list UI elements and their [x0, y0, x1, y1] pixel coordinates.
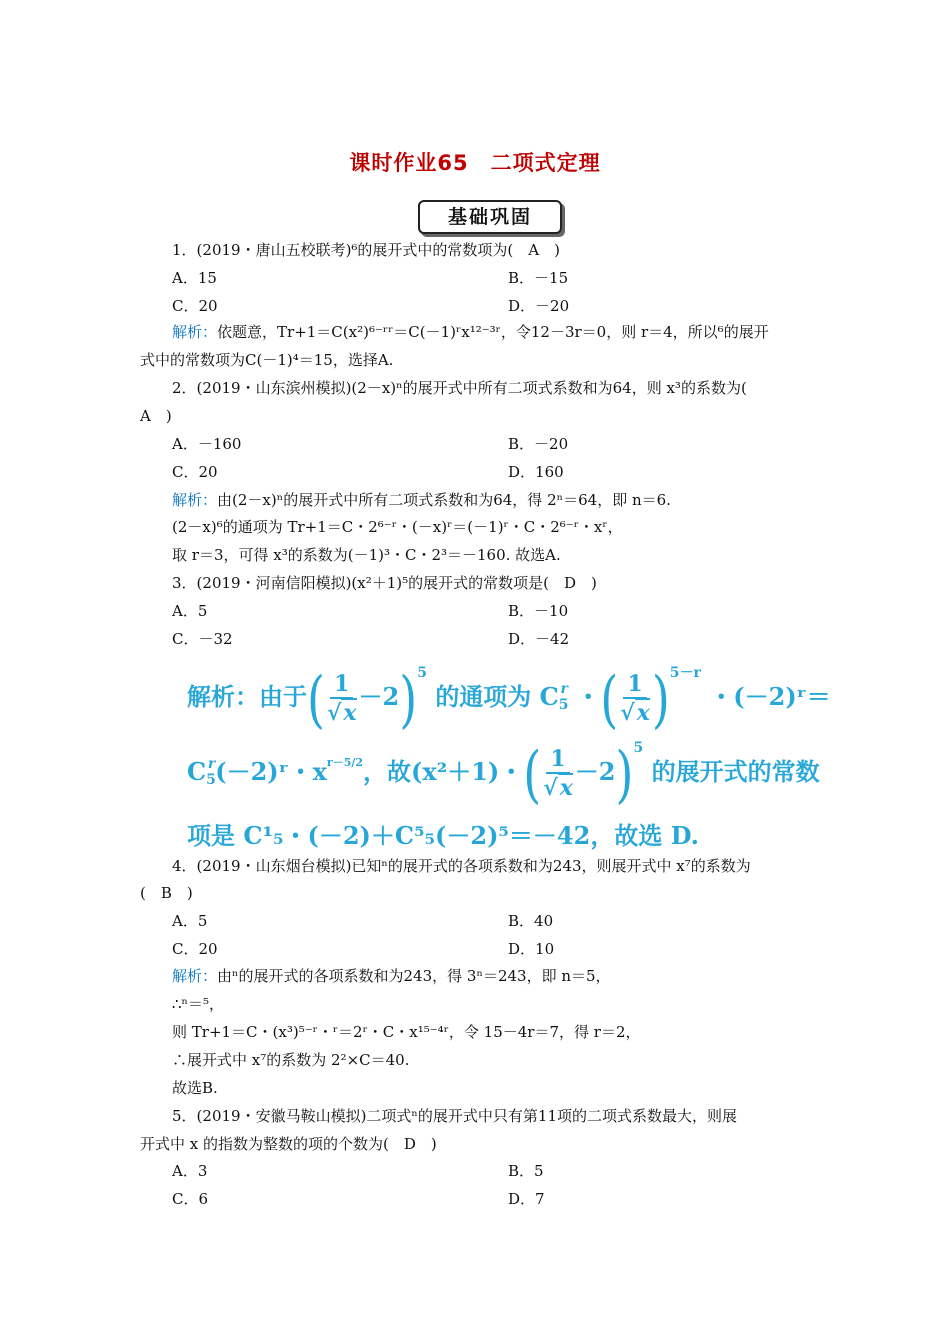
question-4-stem: 4．(2019・山东烟台模拟)已知ⁿ的展开式的各项系数和为243，则展开式中 x⁷的系数为 [172, 857, 751, 875]
question-5-stem: 5．(2019・安徽马鞍山模拟)二项式ⁿ的展开式中只有第11项的二项式系数最大，则展 [172, 1107, 738, 1125]
analysis-label: 解析： [172, 491, 218, 509]
q5-option-a: A．3 [172, 1162, 208, 1180]
q2-analysis-line-1 [172, 490, 671, 510]
q2-option-a: A．－160 [172, 435, 242, 453]
q4-analysis-line-1 [172, 966, 611, 986]
q4-analysis-line-2: ∴ⁿ＝⁵， [172, 995, 225, 1013]
page-title: 课时作业65 二项式定理 [349, 151, 601, 175]
q1-option-d: D．－20 [508, 297, 570, 315]
q3-analysis-label: 解析： [187, 682, 259, 711]
q3-option-d: D．－42 [508, 630, 570, 648]
q4-analysis-line-3: 则 Tr+1＝C・(x³)⁵⁻ʳ・ʳ＝2ʳ・C・x¹⁵⁻⁴ʳ，令 15－4r＝7，得 r＝2， [172, 1023, 641, 1041]
q3-analysis-text-2b: (－2)ʳ・x [215, 757, 327, 786]
q1-option-a: A．15 [172, 269, 217, 287]
q2-option-d: D．160 [508, 463, 564, 481]
q5-option-b: B．5 [508, 1162, 544, 1180]
q3-analysis-text-1b: 的通项为 C [435, 682, 559, 711]
q2-analysis-text-1: 由(2－x)ⁿ的展开式中所有二项式系数和为64，得 2ⁿ＝64，即 n＝6. [217, 491, 671, 509]
q1-analysis-text-1: 依题意，Tr+1＝C(x²)⁶⁻ʳʳ＝C(－1)ʳx¹²⁻³ʳ，令12－3r＝0，则 r＝4，所以⁶的展开 [217, 323, 769, 341]
q3-analysis-text-2a: C [187, 757, 207, 786]
q1-analysis-line-1 [172, 322, 769, 342]
question-5-stem-cont: 开式中 x 的指数为整数的项的个数为( D ) [140, 1135, 437, 1153]
q3-analysis-text-2d: 的展开式的常数 [651, 757, 820, 786]
q3-analysis-text-2c: ，故(x²＋1)・ [363, 757, 524, 786]
q3-analysis-text-1d: ・(－2)ʳ＝ [709, 682, 831, 711]
q3-option-a: A．5 [172, 602, 208, 620]
question-2-stem-cont: A ) [140, 407, 172, 425]
q3-option-b: B．－10 [508, 602, 569, 620]
analysis-label: 解析： [172, 967, 218, 985]
q5-option-d: D．7 [508, 1190, 545, 1208]
q2-analysis-line-3: 取 r＝3，可得 x³的系数为(－1)³・C・2³＝－160. 故选A. [172, 546, 561, 564]
question-4-stem-cont: ( B ) [140, 884, 193, 902]
q3-option-c: C．－32 [172, 630, 233, 648]
analysis-label: 解析： [172, 323, 218, 341]
q3-analysis-text-1c: ・ [576, 682, 601, 711]
q4-option-a: A．5 [172, 912, 208, 930]
q5-option-c: C．6 [172, 1190, 209, 1208]
q4-option-b: B．40 [508, 912, 554, 930]
q1-option-c: C．20 [172, 297, 218, 315]
q3-analysis-line-2: $C5^r(-2)ʳ$・$x^{r-5/2}$，故(x²＋1)・( $\frac{1}{√x}$ －2)$^5$ 的展开式的常数 [187, 737, 820, 810]
q2-analysis-line-2: (2－x)⁶的通项为 Tr+1＝C・2⁶⁻ʳ・(－x)ʳ＝(－1)ʳ・C・2⁶⁻ʳ・xʳ， [172, 518, 623, 536]
q2-option-b: B．－20 [508, 435, 569, 453]
q1-analysis-line-2: 式中的常数项为C(－1)⁴＝15，选择A. [140, 351, 394, 369]
section-badge: 基础巩固 [418, 200, 562, 234]
question-1-stem: 1．(2019・唐山五校联考)⁶的展开式中的常数项为( A ) [172, 241, 560, 259]
question-2-stem: 2．(2019・山东滨州模拟)(2－x)ⁿ的展开式中所有二项式系数和为64，则 x³的系数为( [172, 379, 747, 397]
q4-analysis-line-5: 故选B. [172, 1079, 218, 1097]
q3-analysis-text-1a: 由于 [259, 682, 307, 711]
q4-option-d: D．10 [508, 940, 555, 958]
q3-analysis-line-1: 解析：由于( $\frac{1}{√x}$ －2)$^5$ 的通项为 C5$^r$ ・( $\frac{1}{√x}$ )$^{5-r}$ ・(－2)ʳ＝ [187, 662, 831, 735]
question-3-stem: 3．(2019・河南信阳模拟)(x²＋1)⁵的展开式的常数项是( D ) [172, 574, 597, 592]
q1-option-b: B．－15 [508, 269, 569, 287]
q4-option-c: C．20 [172, 940, 218, 958]
q4-analysis-line-4: ∴展开式中 x⁷的系数为 2²×C＝40. [172, 1051, 410, 1069]
q2-option-c: C．20 [172, 463, 218, 481]
fraction-1-over-sqrt-x: $\frac{1}{√x}$ [326, 670, 357, 726]
q3-analysis-line-3: 项是 C¹₅・(－2)＋C⁵₅(－2)⁵＝－42，故选 D. [187, 821, 700, 850]
q4-analysis-text-1: 由ⁿ的展开式的各项系数和为243，得 3ⁿ＝243，即 n＝5， [217, 967, 611, 985]
